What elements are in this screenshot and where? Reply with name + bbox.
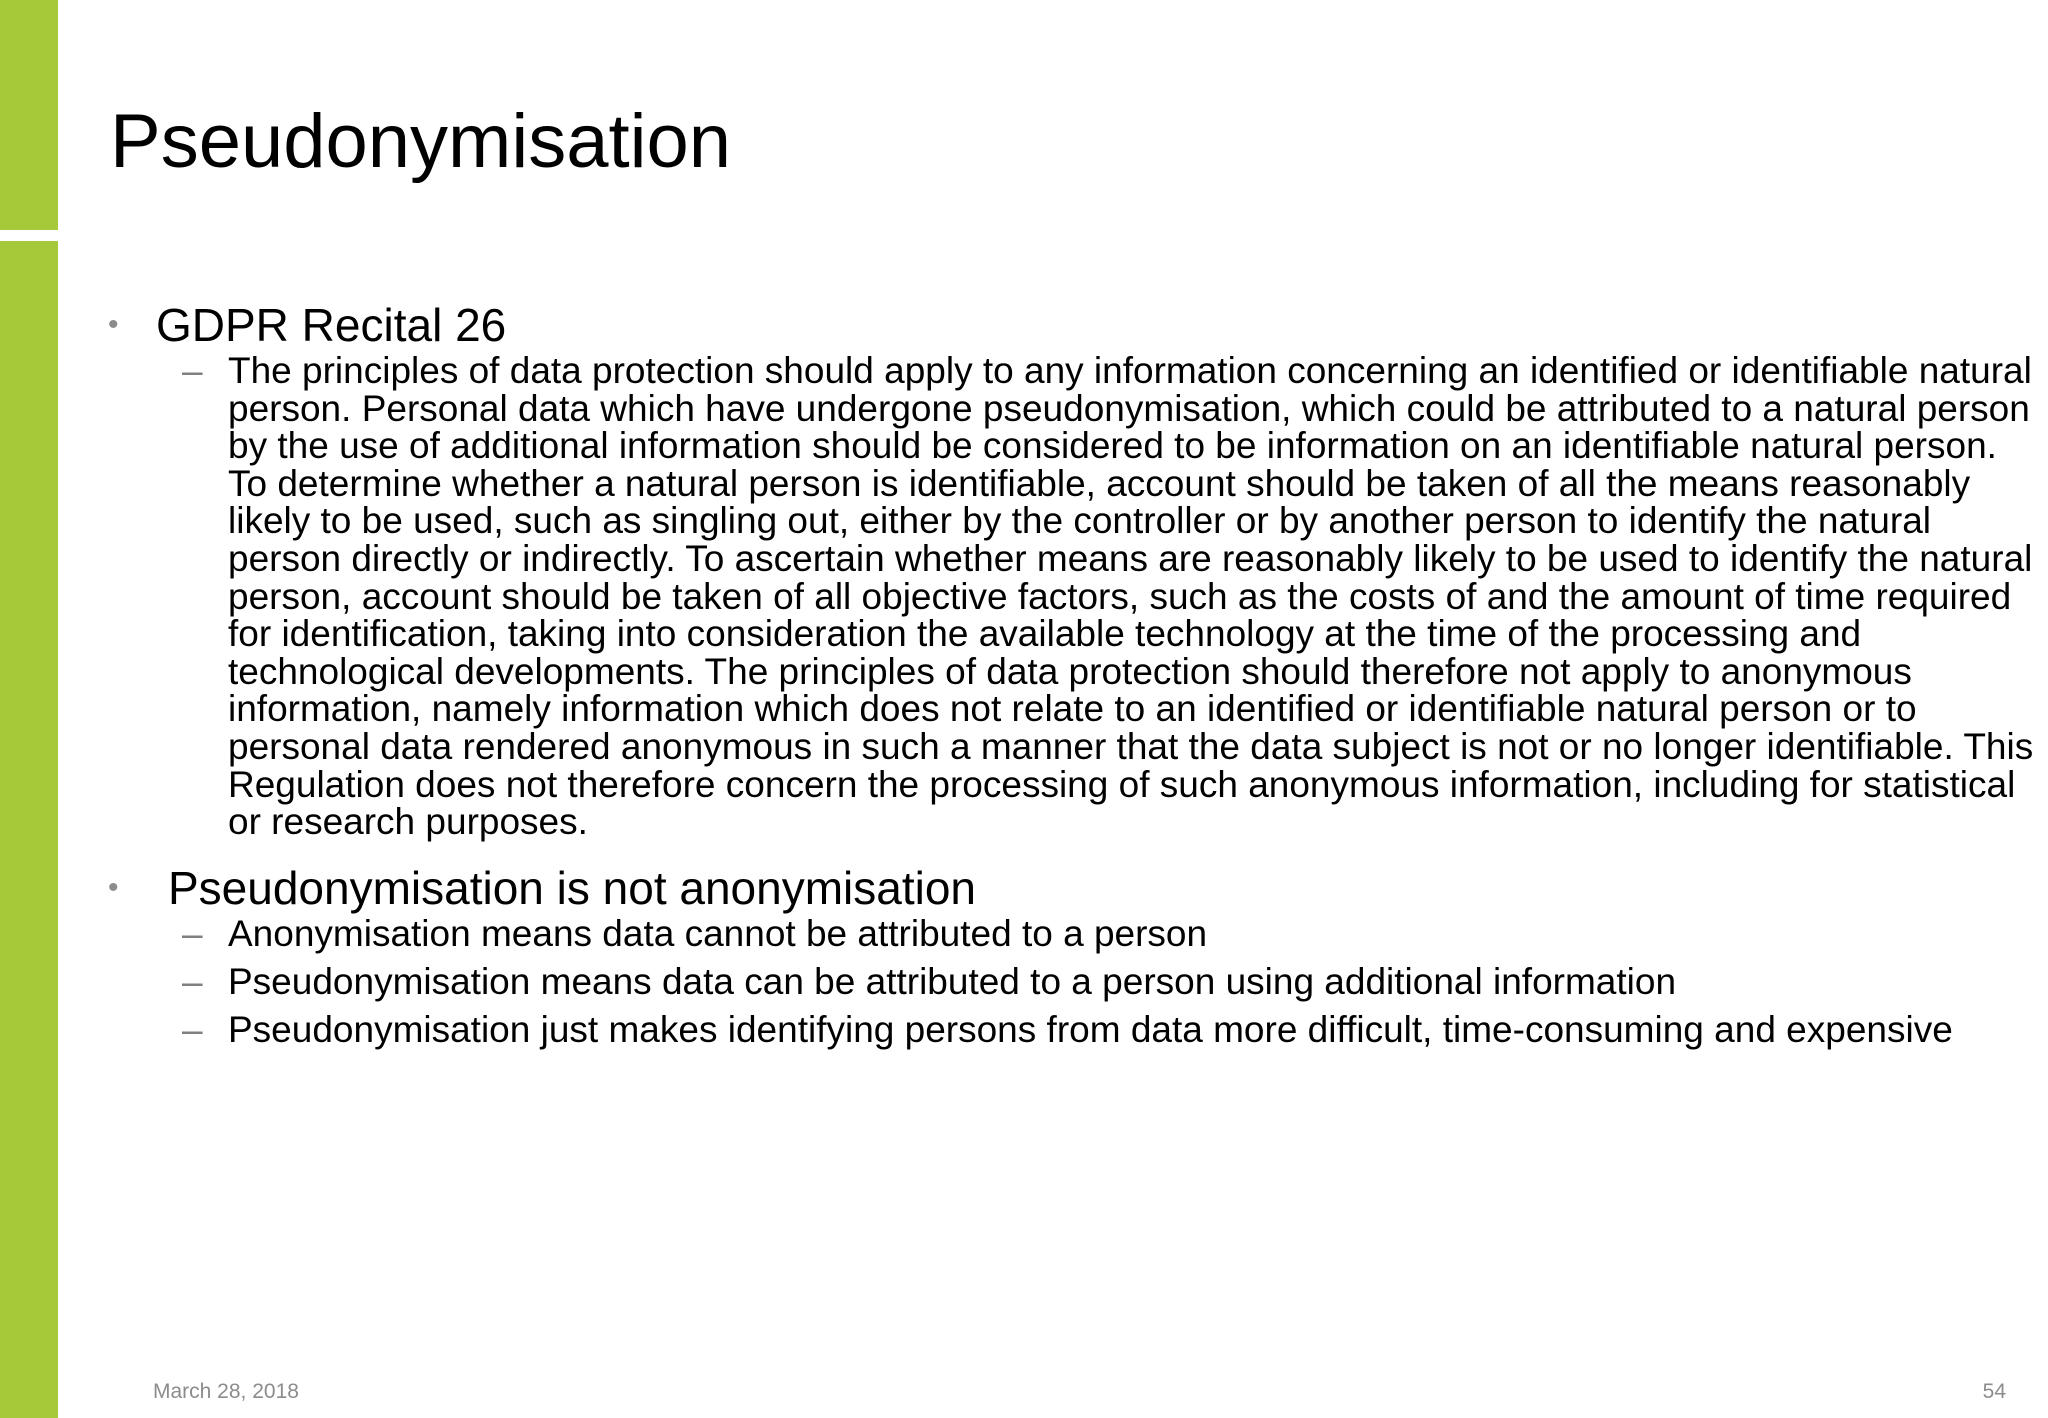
bullet-text: GDPR Recital 26	[156, 299, 507, 351]
sub-bullet-text: Pseudonymisation just makes identifying persons from data more difficult, time-consuming and expensive	[228, 1008, 1953, 1050]
sub-bullet-item	[108, 1008, 1988, 1050]
sub-bullet-item	[108, 912, 1988, 954]
bullet-dot-icon: •	[108, 308, 119, 341]
dash-icon: –	[182, 912, 203, 954]
bullet-item	[108, 861, 1988, 915]
slide-title: Pseudonymisation	[110, 99, 732, 184]
bullet-item	[108, 298, 1988, 352]
sub-bullet-text: Anonymisation means data cannot be attributed to a person	[228, 912, 1208, 954]
sub-bullet-text: The principles of data protection should apply to any information concerning an identified or identifiable natural person. Personal data which have undergone pseudonymisation, which could be attributed to a natural person by the use of additional information should be considered to be information on an identifiable natural person. To determine whether a natural person is identifiable, account should be taken of all the means reasonably likely to be used, such as singling out, either by the controller or by another person to identify the natural person directly or indirectly. To ascertain whether means are reasonably likely to be used to identify the natural person, account should be taken of all objective factors, such as the costs of and the amount of time required for identification, taking into consideration the available technology at the time of the processing and technological developments. The principles of data protection should therefore not apply to anonymous information, namely information which does not relate to an identified or identifiable natural person or to personal data rendered anonymous in such a manner that the data subject is not or no longer identifiable. This Regulation does not therefore concern the processing of such anonymous information, including for statistical or research purposes.	[228, 350, 2034, 843]
bullet-dot-icon: •	[108, 870, 119, 904]
footer-date: March 28, 2018	[153, 1380, 299, 1403]
sub-bullet-text: Pseudonymisation means data can be attributed to a person using additional information	[228, 960, 1677, 1002]
dash-icon: –	[182, 1008, 203, 1050]
accent-bar-top	[0, 0, 58, 230]
bullet-text: Pseudonymisation is not anonymisation	[168, 861, 977, 914]
sub-bullet-item	[108, 960, 1988, 1002]
page-number: 54	[1982, 1380, 2006, 1403]
dash-icon: –	[182, 960, 203, 1002]
slide-content	[108, 298, 2034, 1050]
accent-bar-bottom	[0, 241, 58, 1418]
sub-bullet-item	[108, 350, 2034, 843]
dash-icon: –	[182, 350, 203, 391]
